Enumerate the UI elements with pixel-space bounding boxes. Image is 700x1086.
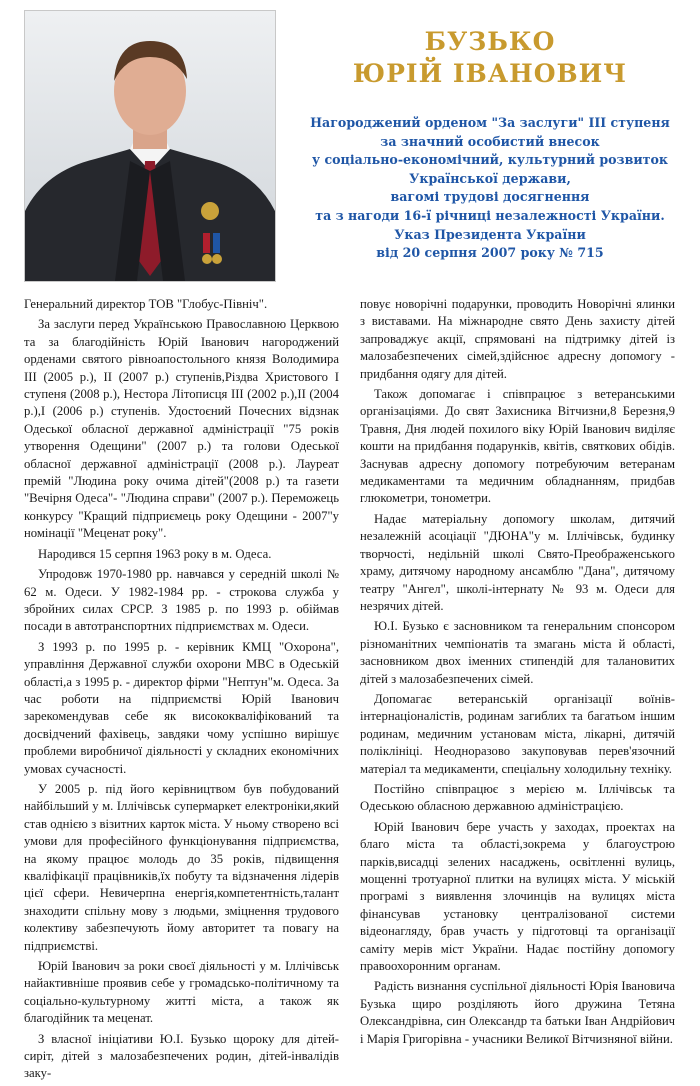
award-line: за значний особистий внесок: [380, 133, 600, 149]
award-line: Української держави,: [409, 170, 571, 186]
paragraph-supermarket: У 2005 р. під його керівництвом був побудований найбільший у м. Іллічівськ супермаркет електроніки,який став однією з візитних карток міста. У ньому створено всі умови для професійного функціонування підприємства, на якому працює молодь до 35 років, підвищення кваліфікації працівників,їх побуту та відзначення лідерів цієї сфери. Невичерпна енергія,компетентність,талант знаходити спільну мову з людьми, зміцнення трудового колективу забезпечують йому авторитет та повагу на підприємстві.: [24, 781, 339, 953]
paragraph-cooperation: Постійно співпрацює з мерією м. Іллічівськ та Одеською обласною державною адміністрацією.: [360, 781, 675, 814]
paragraph-education: Упродовж 1970-1980 рр. навчався у середній школі № 62 м. Одеси. У 1982-1984 рр. - строкова служба у збройних силах СРСР. З 1985 р. по 1993 р. обіймав посади в автотранспортних підприємствах м. Одеси.: [24, 567, 339, 634]
award-line: від 20 серпня 2007 року № 715: [376, 245, 604, 261]
paragraph-schools: Надає матеріальну допомогу школам, дитячий незалежній асоціації "ДЮНА"у м. Іллічівськ, будинку творчості, недільній школі Свято-Преображенського храму, дитячому народному ансамблю "Дана", дитячому театру "Ангел", школі-інтернату № 93 м. Одеси для незрячих дітей.: [360, 511, 675, 613]
paragraph-city-projects: Юрій Іванович бере участь у заходах, проектах на благо міста та області,зокрема у благоустрою парків,висадці зелених насаджень, освітленні вулиць, мощенні тротуарної плитки на вулицях міста. У міській програмі з виявлення злочинців на вулицях міста фінансував установку централізованої системи відеонагляду, брав участь у підготовці та організації саміту мерів міст України. Надає постійну допомогу правоохоронним органам.: [360, 819, 675, 974]
award-block: [296, 114, 684, 263]
award-line: у соціально-економічний, культурний розвиток: [312, 152, 668, 168]
portrait-photo: [24, 10, 276, 282]
person-name: [300, 26, 680, 90]
biography-left-column: [24, 296, 339, 1086]
paragraph-sponsor: Ю.І. Бузько є засновником та генеральним спонсором різноманітних чемпіонатів та змагань міста й області, засновником двох іменних стипендій для талановитих дітей з малозабезпечених сімей.: [360, 619, 675, 686]
award-line: та з нагоди 16-ї річниці незалежності України.: [315, 207, 665, 223]
paragraph-veterans: Також допомагає і співпрацює з ветеранськими організаціями. До свят Захисника Вітчизни,8 Березня,9 Травня, Дня людей похилого віку Юрій Іванович виділяє кошти на придбання подарунків, квітів, святкових обідів. Заснував адресну допомогу потребуючим ветеранам медикаментами та медичним обладнанням, придбав глюкометри, тонометри.: [360, 387, 675, 506]
given-name: ЮРІЙ ІВАНОВИЧ: [352, 59, 628, 88]
portrait-illustration: [25, 11, 275, 281]
paragraph-birth: Народився 15 серпня 1963 року в м. Одеса.: [38, 546, 272, 561]
paragraph-career: З 1993 р. по 1995 р. - керівник КМЦ "Охорона", управління Державної служби охорони МВС в Одеській області,а з 1995 р. - директор фірми "Нептун"м. Одеса. За час роботи на підприємстві Юрій Іванович зарекомендував себе як висококваліфікований та досвідчений фахівець, завдяки чому успішно вирішує проблеми виробничої діяльності у складних економічних умовах сучасності.: [24, 639, 339, 776]
paragraph-internationalists: Допомагає ветеранській організації воїнів-інтернаціоналістів, родинам загиблих та багатьом іншим родинам, медичним установам міста, лікарні, дитячій поліклініці. Неодноразово закуповував перев'язочний матеріал та медикаменти, спеціальну холодильну техніку.: [360, 691, 675, 776]
paragraph-awards: За заслуги перед Українською Православною Церквою та за благодійність Юрій Іванович нагороджений орденами святого рівноапостольного князя Володимира III (2005 р.), II (2007 р.) ступенів,Різдва Христового I ступеня (2008 р.), Нестора Літописця III (2002 р.),II (2004 р.),I (2006 р.) ступенів. Удостоєний Почесних відзнак Одеської обласної державної адміністрації "75 років утворення Одещини" (2007 р.) та голови Одеської обласної державної адміністрації (2008 р.). Лауреат премій "Людина року очима дітей"(2008 р.) та газети "Вечірня Одеса"- "Людина справи" (2007 р.). Переможець конкурсу "Кращий підприємець року Одещини - 2007"у номінації "Меценат року".: [24, 317, 339, 541]
award-line: Нагороджений орденом "За заслуги" ІІІ ступеня: [310, 115, 670, 130]
paragraph-charity: З власної ініціативи Ю.І. Бузько щороку для дітей-сиріт, дітей з малозабезпечених родин, дітей-інвалідів заку-: [24, 1031, 339, 1081]
surname: БУЗЬКО: [424, 27, 556, 56]
paragraph-children-gifts: повує новорічні подарунки, проводить Новорічні ялинки з виставами. На міжнародне свято День захисту дітей запроваджує акції, спрямовані на підтримку дітей із малозабезпечених сімей,здійснює адресну допомогу - придбання одягу для дітей.: [360, 297, 675, 381]
award-line: Указ Президента України: [394, 226, 586, 242]
paragraph-public-life: Юрій Іванович за роки своєї діяльності у м. Іллічівськ найактивніше проявив себе у громадсько-політичному та соціально-культурному житті міста, а також як благодійник та меценат.: [24, 959, 339, 1026]
paragraph-family: Радість визнання суспільної діяльності Юрія Івановича Бузька щиро розділяють його дружина Тетяна Олександрівна, син Олександр та батьки Іван Андрійович і Марія Григорівна - учасники Великої Вітчизняної війни.: [360, 979, 675, 1046]
biography-right-column: [360, 296, 675, 1051]
award-line: вагомі трудові досягнення: [390, 189, 590, 205]
paragraph-position: Генеральний директор ТОВ "Глобус-Північ".: [24, 297, 268, 311]
